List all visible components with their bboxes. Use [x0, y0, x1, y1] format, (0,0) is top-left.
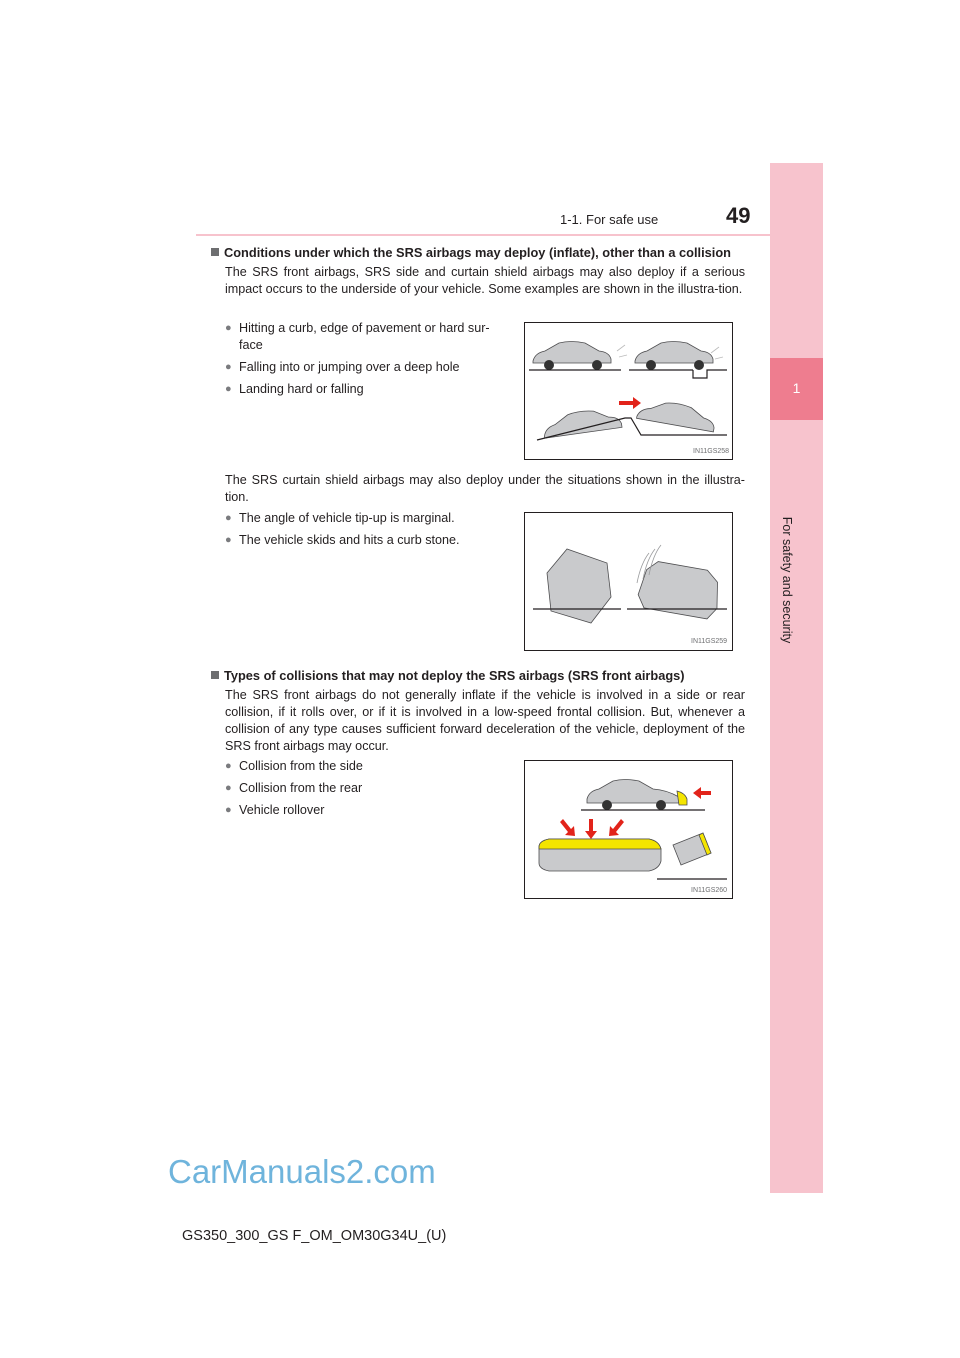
list-item: ● The angle of vehicle tip-up is marginal.	[225, 510, 505, 527]
chapter-number: 1	[792, 380, 801, 396]
section2-heading-text: Types of collisions that may not deploy the SRS airbags (SRS front airbags)	[224, 668, 685, 683]
list-item: ● Collision from the rear	[225, 780, 505, 797]
list-item: ● Collision from the side	[225, 758, 505, 775]
heading-square-icon	[211, 248, 219, 256]
section2-bullets	[225, 758, 505, 824]
footer-document-code: GS350_300_GS F_OM_OM30G34U_(U)	[182, 1228, 447, 1244]
list-item: ● Falling into or jumping over a deep hole	[225, 359, 505, 376]
page-number: 49	[726, 203, 751, 228]
chapter-title-vertical	[780, 480, 796, 680]
section1-heading	[211, 245, 731, 260]
section1-bullets2	[225, 510, 505, 554]
section2-heading	[211, 668, 685, 683]
header-rule	[196, 234, 823, 236]
heading-square-icon	[211, 671, 219, 679]
section1-bullets1	[225, 320, 505, 403]
figure-curb-hole-landing	[524, 322, 733, 460]
list-item: ● Vehicle rollover	[225, 802, 505, 819]
list-item: ● Hitting a curb, edge of pavement or hard sur-face	[225, 320, 505, 354]
section1-paragraph1: The SRS front airbags, SRS side and curtain shield airbags may also deploy if a serious impact occurs to the underside of your vehicle. Some examples are shown in the illustra-tion.	[225, 265, 745, 296]
section1-paragraph2: The SRS curtain shield airbags may also deploy under the situations shown in the illustra-tion.	[225, 473, 745, 504]
section-label: 1-1. For safe use	[560, 212, 659, 227]
figure2-code: IN11GS259	[691, 638, 728, 645]
section2-paragraph: The SRS front airbags do not generally inflate if the vehicle is involved in a side or rear collision, if it rolls over, or if it is involved in a low-speed frontal collision. But, whenever a collision of any type causes sufficient forward deceleration of the vehicle, deployment of the SRS front airbags may occur.	[225, 688, 745, 753]
figure-tip-up-skid	[524, 512, 733, 651]
chapter-side-tab	[770, 163, 823, 1193]
figure-side-rear-rollover	[524, 760, 733, 899]
list-item: ● Landing hard or falling	[225, 381, 505, 398]
section1-heading-text: Conditions under which the SRS airbags may deploy (inflate), other than a collision	[224, 245, 731, 260]
watermark-logo: CarManuals2.com	[168, 1153, 436, 1190]
chapter-title: For safety and security	[780, 516, 794, 644]
figure1-code: IN11GS258	[693, 448, 730, 455]
figure3-code: IN11GS260	[691, 887, 728, 894]
list-item: ● The vehicle skids and hits a curb stone.	[225, 532, 505, 549]
